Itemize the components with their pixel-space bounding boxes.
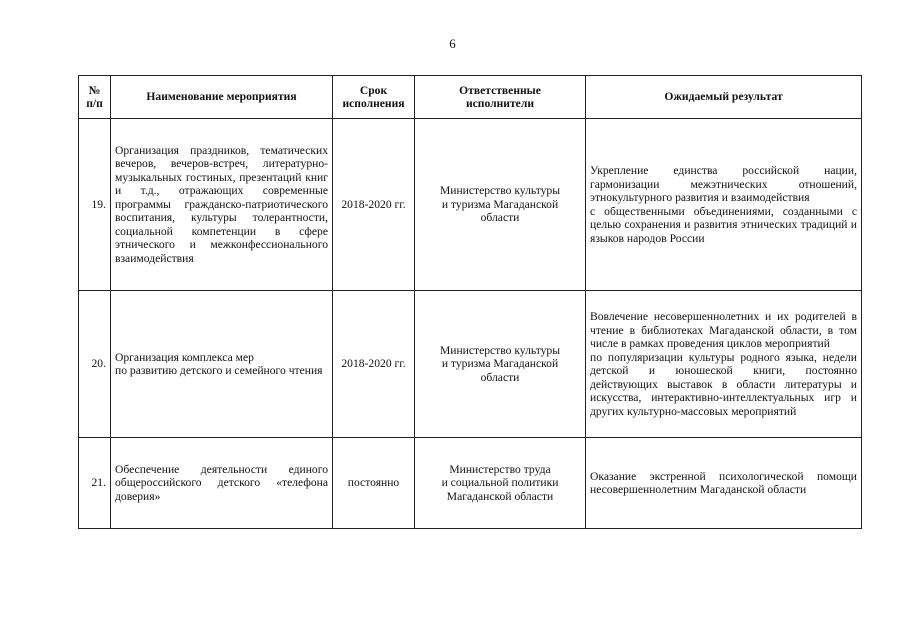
header-name: Наименование мероприятия (111, 76, 333, 119)
row-number: 21. (79, 438, 111, 529)
row-number: 19. (79, 119, 111, 291)
header-num: № п/п (79, 76, 111, 119)
table-row (79, 291, 862, 438)
events-table (78, 75, 862, 529)
event-term: постоянно (333, 438, 415, 529)
event-name: Организация комплекса мер по развитию детского и семейного чтения (111, 291, 333, 438)
table-row (79, 119, 862, 291)
event-responsible: Министерство культуры и туризма Магаданской области (415, 291, 586, 438)
header-term: Срок исполнения (333, 76, 415, 119)
event-result: Оказание экстренной психологической помощи несовершеннолетним Магаданской области (586, 438, 862, 529)
row-number: 20. (79, 291, 111, 438)
page-number: 6 (449, 36, 456, 51)
table-header-row (79, 76, 862, 119)
event-responsible: Министерство труда и социальной политики Магаданской области (415, 438, 586, 529)
header-result: Ожидаемый результат (586, 76, 862, 119)
event-name: Обеспечение деятельности единого общероссийского детского «телефона доверия» (111, 438, 333, 529)
event-result: Вовлечение несовершеннолетних и их родителей в чтение в библиотеках Магаданской области, в том числе в рамках проведения циклов мероприятий по популяризации культуры родного языка, недели детской и юношеской книги, постоянно действующих выставок в области литературы и искусства, интерактивно-интеллектуальных игр и других культурно-массовых мероприятий (586, 291, 862, 438)
event-name: Организация праздников, тематических вечеров, вечеров-встреч, литературно-музыкальных гостиных, презентаций книг и т.д., отражающих современные программы гражданско-патриотического воспитания, культуры толерантности, социальной компетенции в сфере этнического и межконфессионального взаимодействия (111, 119, 333, 291)
event-term: 2018-2020 гг. (333, 291, 415, 438)
event-responsible: Министерство культуры и туризма Магаданской области (415, 119, 586, 291)
event-result: Укрепление единства российской нации, гармонизации межэтнических отношений, этнокультурного развития и взаимодействия с общественными объединениями, созданными с целью сохранения и развития этнических традиций и языков народов России (586, 119, 862, 291)
header-responsible: Ответственные исполнители (415, 76, 586, 119)
table-row (79, 438, 862, 529)
event-term: 2018-2020 гг. (333, 119, 415, 291)
